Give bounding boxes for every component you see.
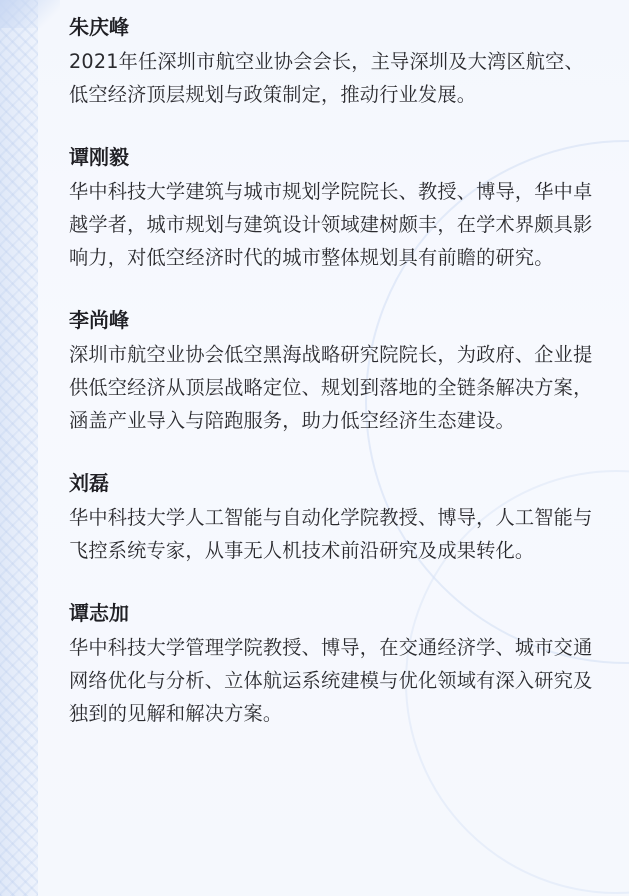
person-name: 谭刚毅 — [69, 145, 129, 169]
person-entry — [69, 469, 599, 567]
person-entry — [69, 143, 599, 274]
person-name: 李尚峰 — [69, 308, 129, 332]
expert-list — [69, 13, 599, 762]
person-bio: 华中科技大学建筑与城市规划学院院长、教授、博导，华中卓越学者，城市规划与建筑设计领域建树颇丰，在学术界颇具影响力，对低空经济时代的城市整体规划具有前瞻的研究。 — [69, 180, 593, 269]
person-bio: 华中科技大学人工智能与自动化学院教授、博导，人工智能与飞控系统专家，从事无人机技术前沿研究及成果转化。 — [69, 506, 593, 562]
person-bio: 华中科技大学管理学院教授、博导，在交通经济学、城市交通网络优化与分析、立体航运系统建模与优化领域有深入研究及独到的见解和解决方案。 — [69, 636, 593, 725]
person-name: 朱庆峰 — [69, 15, 129, 39]
person-name: 刘磊 — [69, 471, 109, 495]
person-entry — [69, 13, 599, 111]
person-entry — [69, 306, 599, 437]
person-entry — [69, 599, 599, 730]
left-decorative-strip — [0, 0, 38, 896]
corner-decoration — [0, 0, 60, 28]
person-bio: 深圳市航空业协会低空黑海战略研究院院长，为政府、企业提供低空经济从顶层战略定位、规划到落地的全链条解决方案，涵盖产业导入与陪跑服务，助力低空经济生态建设。 — [69, 343, 593, 432]
person-name: 谭志加 — [69, 601, 129, 625]
person-bio: 2021年任深圳市航空业协会会长，主导深圳及大湾区航空、低空经济顶层规划与政策制定，推动行业发展。 — [69, 50, 584, 106]
